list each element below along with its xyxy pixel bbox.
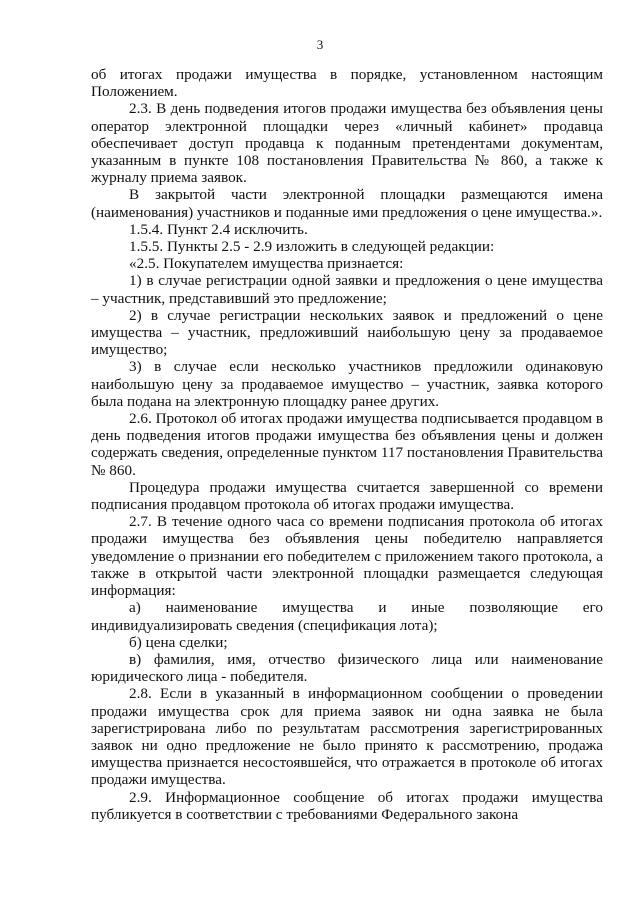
paragraph: об итогах продажи имущества в порядке, установленном настоящим Положением. [91,66,603,101]
paragraph: б) цена сделки; [129,633,228,651]
paragraph: 1.5.5. Пункты 2.5 - 2.9 изложить в следующей редакции: [129,238,495,256]
paragraph: В закрытой части электронной площадки размещаются имена (наименования) участников и поданные ими предложения о цене имущества.». [91,186,603,221]
paragraph: 2.9. Информационное сообщение об итогах продажи имущества публикуется в соответствии с требованиями Федерального закона [91,788,603,823]
paragraph: 3) в случае если несколько участников предложили одинаковую наибольшую цену за продаваемое имущество – участник, заявка которого была подана на электронную площадку ранее других. [91,358,603,410]
paragraph: 1.5.4. Пункт 2.4 исключить. [129,220,308,238]
document-body [91,66,603,823]
paragraph: «2.5. Покупателем имущества признается: [129,255,404,273]
paragraph: 2) в случае регистрации нескольких заявок и предложений о цене имущества – участник, предложивший наибольшую цену за продаваемое имущество; [91,306,603,359]
paragraph: Процедура продажи имущества считается завершенной со времени подписания продавцом протокола об итогах продажи имущества. [91,478,603,514]
paragraph: 2.6. Протокол об итогах продажи имущества подписывается продавцом в день подведения итогов продажи имущества без объявления цены и должен содержать сведения, определенные пунктом 117 постановления Правительства № 860. [91,410,603,479]
paragraph: 2.3. В день подведения итогов продажи имущества без объявления цены оператор электронной площадки через «личный кабинет» продавца обеспечивает доступ продавца к поданным претендентами документам, указанным в пункте 108 постановления Правительства № 860, а также к журналу приема заявок. [91,100,603,187]
paragraph: а) наименование имущества и иные позволяющие его индивидуализировать сведения (спецификация лота); [91,599,603,634]
page-number: 3 [316,37,324,52]
paragraph: 2.8. Если в указанный в информационном сообщении о проведении продажи имущества срок для приема заявок ни одна заявка не была зарегистрирована либо по результатам рассмотрения зарегистрированных заявок ни одно предложение не было принято к рассмотрению, продажа имущества признается несостоявшейся, что отражается в протоколе об итогах продажи имущества. [91,685,603,789]
paragraph: 2.7. В течение одного часа со времени подписания протокола об итогах продажи имущества без объявления цены победителю направляется уведомление о признании его победителем с приложением такого протокола, а также в открытой части электронной площадки размещается следующая информация: [91,513,603,600]
paragraph: 1) в случае регистрации одной заявки и предложения о цене имущества – участник, представивший это предложение; [91,272,603,307]
paragraph: в) фамилия, имя, отчество физического лица или наименование юридического лица - победителя. [91,650,603,686]
